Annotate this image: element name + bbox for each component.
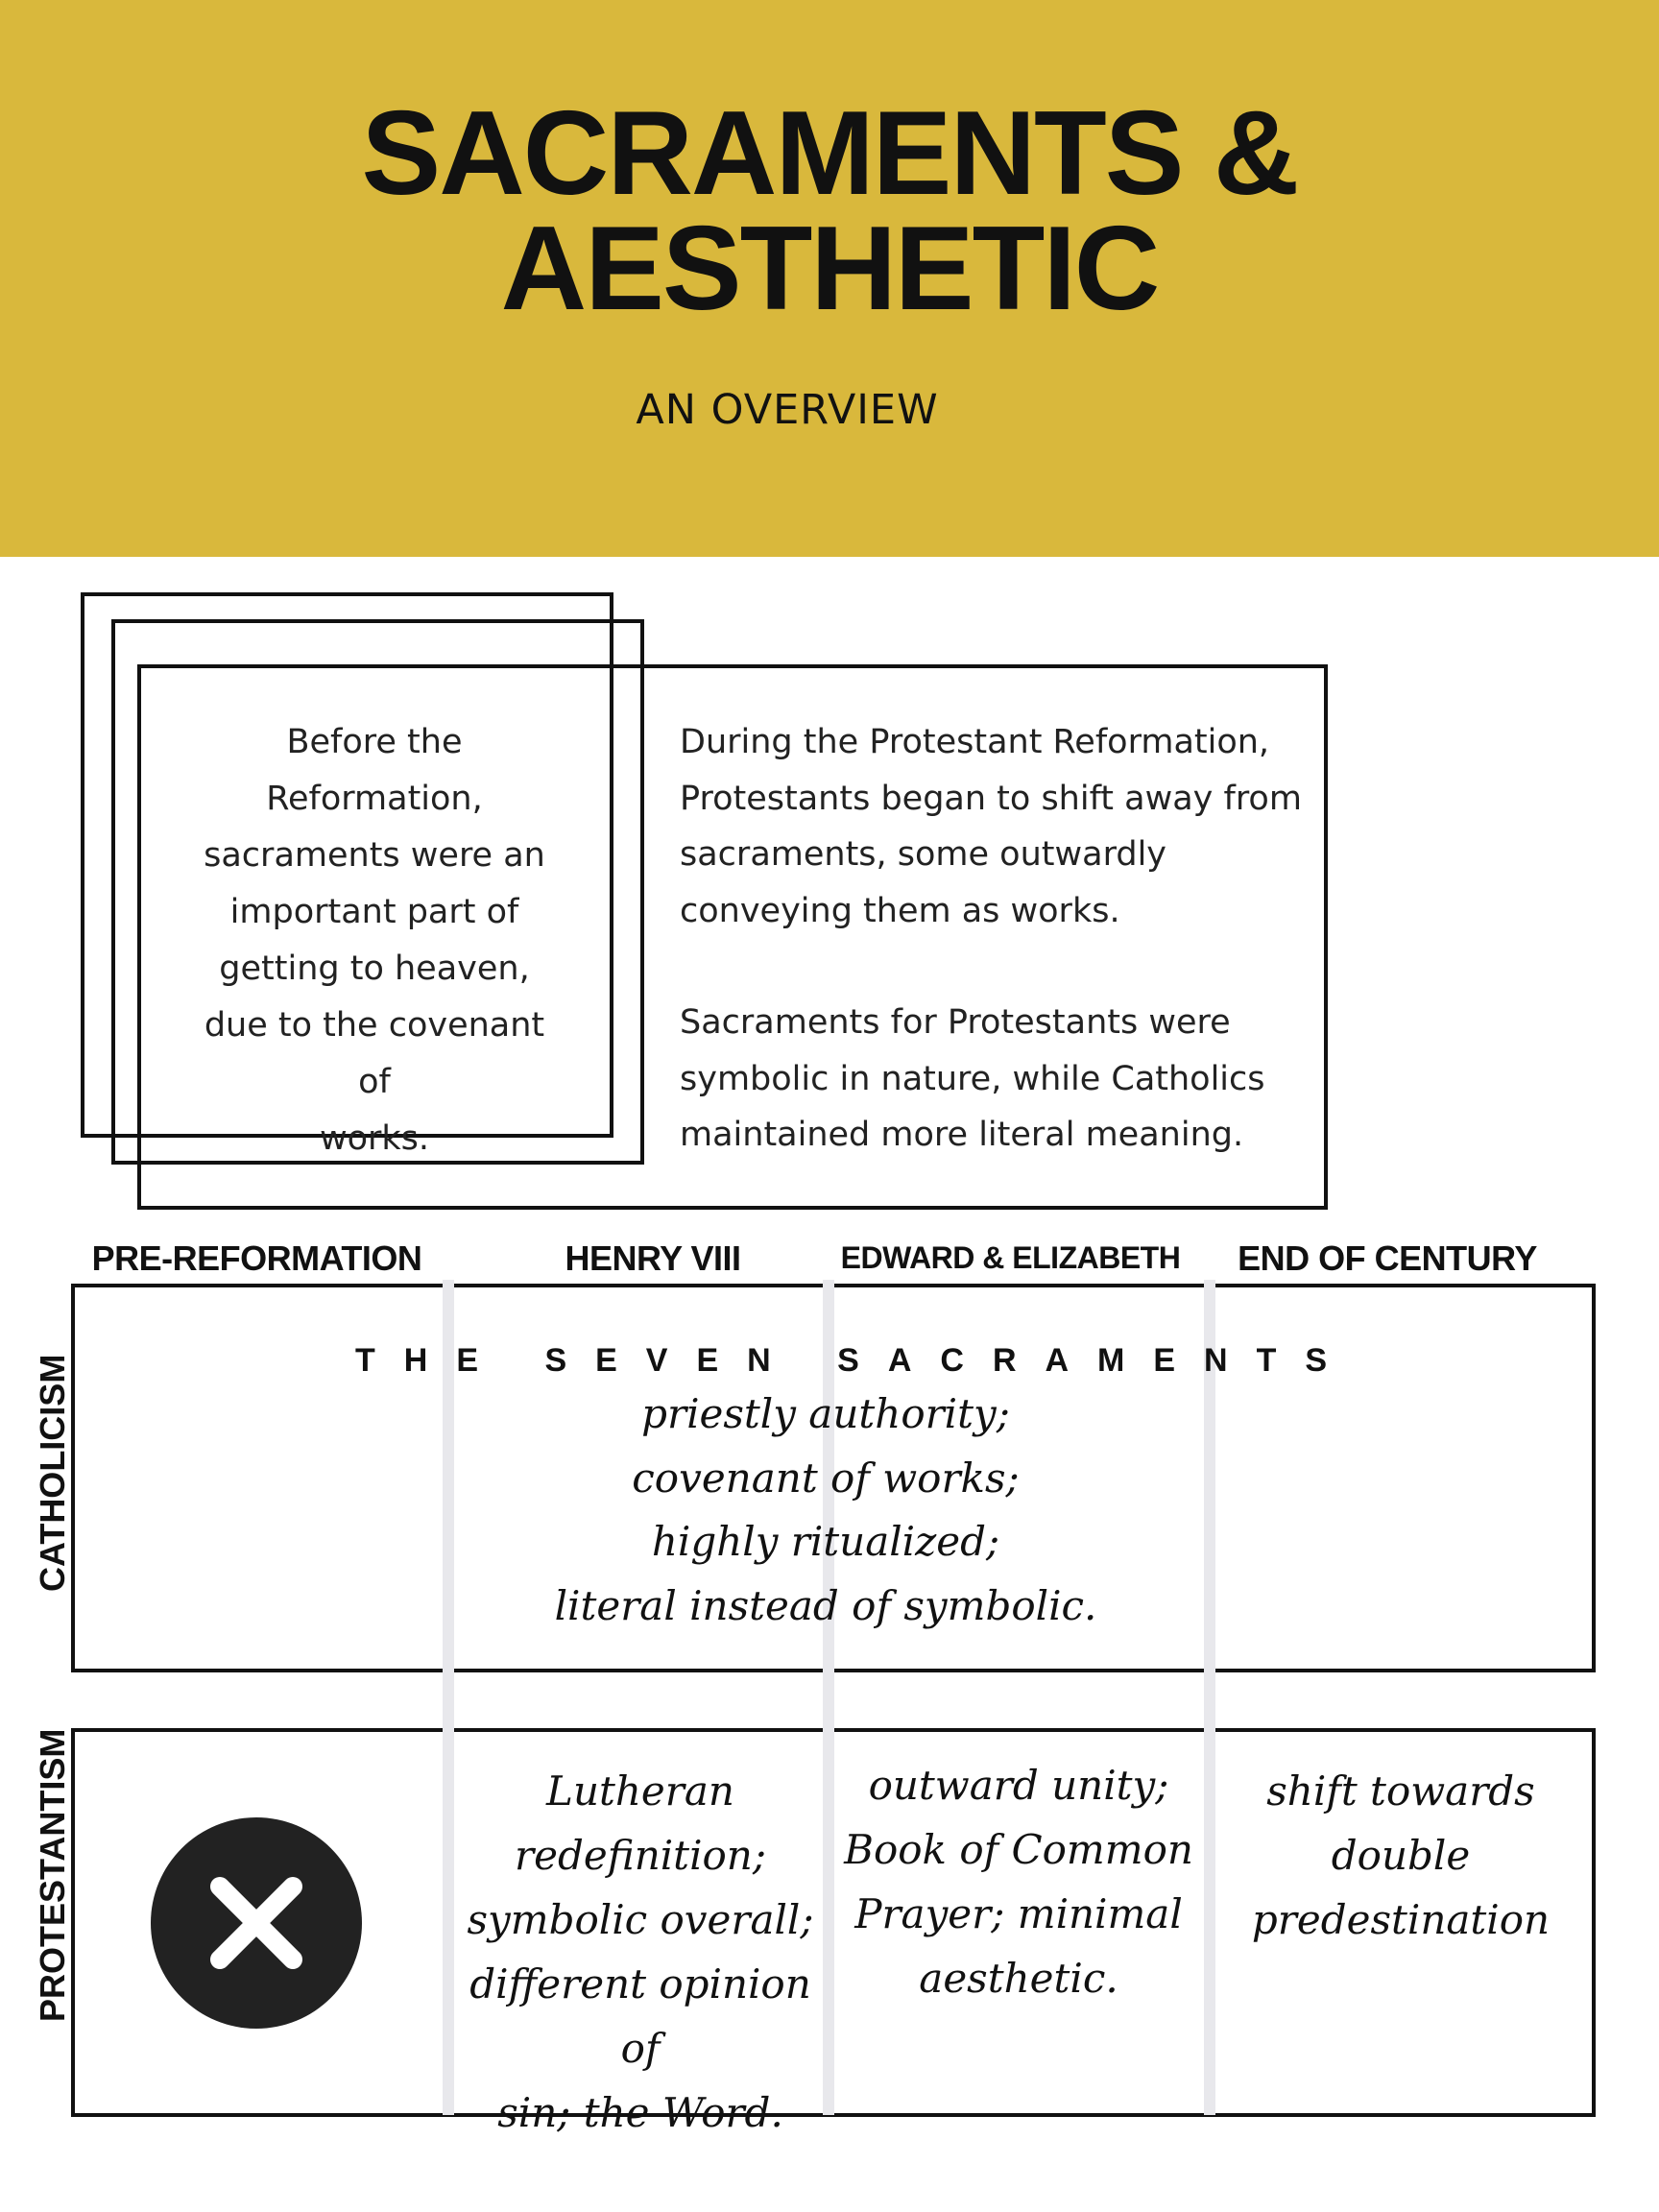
intro-right-text — [680, 714, 1313, 1164]
protestantism-henry-viii — [459, 1759, 822, 2145]
intro-left-line: Before the — [286, 723, 463, 761]
catholicism-line: literal instead of symbolic. — [554, 1581, 1097, 1629]
henry-viii-line: sin; the Word. — [497, 2089, 783, 2136]
protestantism-end-of-century — [1217, 1759, 1584, 1952]
henry-viii-line: symbolic overall; — [467, 1896, 814, 1943]
column-header-end-of-century: END OF CENTURY — [1238, 1238, 1537, 1278]
row-label-protestantism: PROTESTANTISM — [33, 1728, 72, 2022]
catholicism-line: highly ritualized; — [651, 1518, 1000, 1565]
edward-elizabeth-line: aesthetic. — [919, 1955, 1118, 2002]
page-title — [0, 87, 1659, 335]
intro-right-paragraph-2: Sacraments for Protestants were symbolic in nature, while Catholics maintained more literal meaning. — [680, 1003, 1265, 1154]
end-of-century-line: predestination — [1251, 1896, 1551, 1943]
page-subtitle: AN OVERVIEW — [636, 386, 939, 434]
end-of-century-line: double — [1331, 1832, 1471, 1879]
column-header-henry-viii: HENRY VIII — [565, 1238, 741, 1278]
intro-right-paragraph-1: During the Protestant Reformation, Protestants began to shift away from sacraments, some outwardly conveying them as works. — [680, 723, 1302, 930]
catholicism-line: covenant of works; — [632, 1454, 1020, 1502]
edward-elizabeth-line: Prayer; minimal — [854, 1890, 1183, 1937]
edward-elizabeth-line: outward unity; — [868, 1762, 1169, 1809]
catholicism-description — [538, 1382, 1114, 1638]
end-of-century-line: shift towards — [1266, 1767, 1535, 1815]
title-line-1: SACRAMENTS & — [361, 87, 1298, 220]
henry-viii-line: Lutheran — [546, 1767, 734, 1815]
title-line-2: AESTHETIC — [500, 203, 1159, 335]
intro-left-line: sacraments were an — [204, 836, 545, 875]
intro-left-line: important part of — [229, 893, 519, 931]
header-banner — [0, 0, 1659, 557]
intro-left-line: due to the covenant of — [204, 1006, 545, 1101]
henry-viii-line: different opinion of — [469, 1960, 811, 2072]
close-icon — [151, 1817, 362, 2029]
intro-left-line: Reformation, — [266, 780, 483, 818]
protestantism-edward-elizabeth — [837, 1753, 1200, 2010]
catholicism-line: priestly authority; — [641, 1390, 1010, 1437]
column-divider — [1204, 1280, 1215, 2115]
column-divider — [443, 1280, 454, 2115]
edward-elizabeth-line: Book of Common — [844, 1826, 1193, 1873]
row-label-catholicism: CATHOLICISM — [33, 1354, 72, 1592]
intro-left-line: getting to heaven, — [219, 950, 530, 988]
intro-left-line: works. — [319, 1119, 430, 1158]
column-header-edward-elizabeth: EDWARD & ELIZABETH — [840, 1240, 1181, 1275]
x-circle-icon — [151, 1817, 362, 2029]
intro-left-text — [187, 714, 562, 1167]
henry-viii-line: redefinition; — [515, 1832, 766, 1879]
column-header-pre-reformation: PRE-REFORMATION — [91, 1238, 422, 1278]
seven-sacraments-heading: THE SEVEN SACRAMENTS — [355, 1342, 1357, 1379]
